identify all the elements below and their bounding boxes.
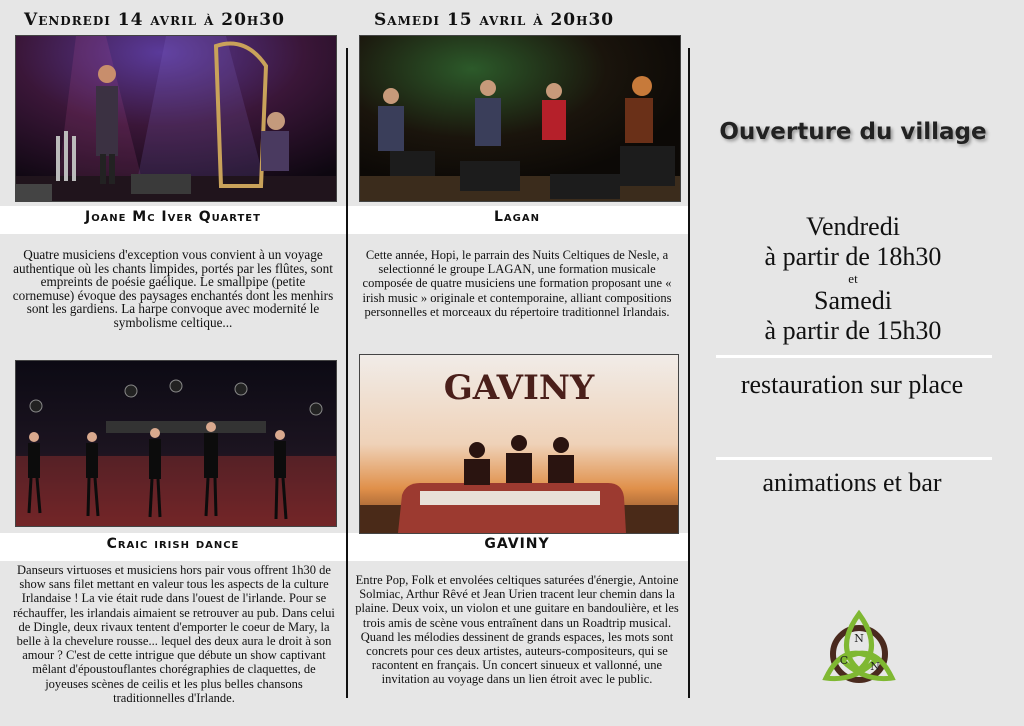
village-time2: à partir de 15h30 xyxy=(764,316,942,345)
celtic-triquetra-logo xyxy=(814,608,904,692)
column-divider-left xyxy=(346,48,348,698)
village-day1: Vendredi xyxy=(806,212,900,241)
village-title: Ouverture du village xyxy=(719,119,987,145)
village-day2: Samedi xyxy=(814,286,892,315)
village-time1: à partir de 18h30 xyxy=(764,242,942,271)
craic-irish-dance-description: Danseurs virtuoses et musiciens hors pair vous offrent 1h30 de show sans filet mettant en valeur tous les aspects de la culture Irlandaise ! La vie était rude dans l'ouest de l'irlande. Pour se réchauffer, les irlandais aimaient se retrouver au pub. Dans celui de Dingle, deux rivaux tentent d'emporter le coeur de Mary, la belle à la chevelure rousse... lequel des deux aura le droit à son amour ? C'est de cette intrigue que débute un show captivant mêlant d'époustouflantes chorégraphies de claquettes, de joyeuses scènes de ceilis et les plus belles chansons traditionnelles d'Irlande. xyxy=(13,563,335,705)
logo-letter-top: N xyxy=(854,632,864,645)
sidebar-divider-2 xyxy=(716,457,992,460)
village-et: et xyxy=(848,271,858,286)
day2-date-heading: Samedi 15 avril à 20h30 xyxy=(374,10,615,30)
gaviny-caption: GAVINY xyxy=(484,536,550,552)
gaviny-photo xyxy=(359,354,679,534)
gaviny-description: Entre Pop, Folk et envolées celtiques saturées d'énergie, Antoine Solmiac, Arthur Rêvé et Jean Urien tracent leur chemin dans la plaine. Deux voix, un violon et une guitare en bandoulière, et les trois amis de scène vous entraînent dans un Roadtrip musical. Quand les mélodies dessinent de grands espaces, les mots sont concrets pour ces deux artistes, auteurs-compositeurs, qui se racontent en français. Un concert sinueux et vallonné, une invitation au voyage dans un lien étroit avec le public. xyxy=(355,573,679,687)
sidebar-divider-1 xyxy=(716,355,992,358)
joane-mc-iver-photo xyxy=(15,35,337,202)
village-bar: animations et bar xyxy=(762,468,942,497)
joane-mc-iver-description: Quatre musiciens d'exception vous convient à un voyage authentique où les chants limpides, portés par les flûtes, sont empreints de poésie gaélique. Le smallpipe (petite cornemuse) évoque des paysages enchantés dont les menhirs sont les gardiens. La harpe convoque avec modernité le symbolisme celtique... xyxy=(12,247,334,330)
lagan-description: Cette année, Hopi, le parrain des Nuits Celtiques de Nesle, a selectionné le groupe LAGAN, une formation musicale composée de quatre musiciens une formation proposant une « irish music » originale et contemporaine, alliant compositions personnelles et morceaux du répertoire traditionnel Irlandais. xyxy=(362,248,672,319)
gaviny-poster-title: GAVINY xyxy=(443,368,595,408)
day1-date-heading: Vendredi 14 avril à 20h30 xyxy=(24,10,285,30)
joane-mc-iver-caption: Joane Mc Iver Quartet xyxy=(85,209,261,225)
village-food: restauration sur place xyxy=(740,370,964,399)
lagan-caption: Lagan xyxy=(494,209,540,225)
logo-letter-left: C xyxy=(839,654,849,667)
craic-irish-dance-photo xyxy=(15,360,337,527)
craic-irish-dance-caption: Craic irish dance xyxy=(106,536,240,552)
logo-letter-right: N xyxy=(870,660,880,673)
column-divider-right xyxy=(688,48,690,698)
lagan-photo xyxy=(359,35,681,202)
